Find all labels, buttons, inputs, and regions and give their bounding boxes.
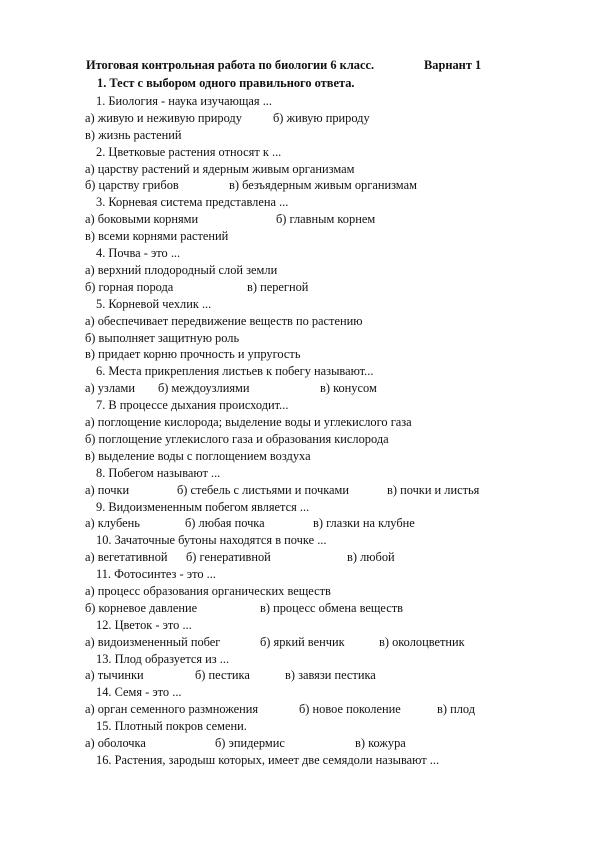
question-3 [85, 194, 585, 245]
question-11 [85, 566, 585, 617]
answer-option: в) придает корню прочность и упругость [85, 347, 301, 362]
answer-row [85, 346, 585, 363]
answer-option: в) конусом [320, 381, 377, 396]
question-12 [85, 617, 585, 651]
title-text: Итоговая контрольная работа по биологии 6 класс. [86, 58, 375, 72]
answer-option: а) вегетативной [85, 550, 168, 565]
answer-option: а) царству растений и ядерным живым организмам [85, 161, 355, 176]
answer-option: б) пестика [195, 668, 250, 683]
answer-option: а) клубень [85, 516, 140, 531]
answer-option: б) корневое давление [85, 600, 198, 615]
answer-option: а) почки [85, 482, 130, 497]
question-6 [85, 363, 585, 397]
answer-option: б) поглощение углекислого газа и образования кислорода [85, 431, 389, 446]
answer-option: а) верхний плодородный слой земли [85, 262, 278, 277]
question-text: 2. Цветковые растения относят к ... [96, 144, 282, 159]
question-2 [85, 144, 585, 195]
answer-row [85, 482, 585, 499]
answer-row [85, 549, 585, 566]
question-text: 6. Места прикрепления листьев к побегу называют... [96, 364, 374, 379]
answer-row [85, 414, 585, 431]
variant-label: Варнант 1 [424, 58, 482, 72]
answer-option: а) узлами [85, 381, 135, 396]
question-9 [85, 499, 585, 533]
answer-row [85, 110, 585, 127]
answer-option: а) процесс образования органических веществ [85, 584, 331, 598]
answer-row [85, 600, 585, 617]
answer-row [85, 177, 585, 194]
answer-row [85, 515, 585, 532]
answer-row [85, 161, 585, 178]
answer-row [85, 262, 585, 279]
section-heading: 1. Тест с выбором одного правильного ответа. [97, 76, 355, 90]
answer-row [85, 380, 585, 397]
question-text: 1. Биология - наука изучающая ... [96, 94, 272, 108]
answer-option: а) видоизмененный побег [85, 634, 221, 649]
answer-option: б) стебель с листьями и почками [177, 482, 350, 497]
answer-option: б) царству грибов [85, 178, 179, 193]
question-text: 5. Корневой чехлик ... [96, 296, 212, 311]
question-14 [85, 684, 585, 718]
question-text: 4. Почва - это ... [96, 246, 181, 261]
answer-option: а) боковыми корнями [85, 212, 199, 227]
answer-option: б) междоузлиями [158, 381, 250, 396]
answer-option: б) горная порода [85, 279, 174, 294]
answer-option: б) любая почка [185, 516, 265, 531]
question-16 [85, 752, 585, 769]
answer-row [85, 701, 585, 718]
question-text: 3. Корневая система представлена ... [96, 195, 289, 210]
question-10 [85, 532, 585, 566]
answer-option: в) кожура [355, 736, 406, 751]
answer-row [85, 431, 585, 448]
answer-row [85, 583, 585, 600]
answer-option: в) процесс обмена веществ [260, 600, 403, 615]
answer-option: в) плод [437, 702, 476, 717]
question-15 [85, 718, 585, 752]
answer-option: а) орган семенного размножения [85, 702, 259, 717]
answer-row [85, 211, 585, 228]
answer-option: б) выполняет защитную роль [85, 330, 240, 345]
answer-row [85, 279, 585, 296]
answer-option: в) завязи пестика [285, 668, 376, 683]
answer-row [85, 667, 585, 684]
question-text: 9. Видоизмененным побегом является ... [96, 499, 310, 514]
answer-option: в) околоцветник [379, 634, 465, 649]
answer-option: б) главным корнем [276, 212, 376, 227]
document-title [86, 57, 516, 73]
question-text: 11. Фотосинтез - это ... [96, 567, 216, 582]
answer-option: в) выделение воды с поглощением воздуха [85, 448, 311, 463]
question-13 [85, 651, 585, 685]
answer-option: в) всеми корнями растений [85, 229, 229, 244]
question-text: 16. Растения, зародыш которых, имеет две семядоли называют ... [96, 752, 440, 767]
question-text: 13. Плод образуется из ... [96, 651, 230, 666]
question-5 [85, 296, 585, 364]
answer-option: в) перегной [247, 279, 309, 294]
question-text: 7. В процессе дыхания происходит... [96, 398, 289, 413]
answer-option: б) эпидермис [215, 736, 285, 751]
answer-option: в) любой [347, 550, 395, 565]
question-text: 15. Плотный покров семени. [96, 719, 247, 734]
answer-option: а) поглощение кислорода; выделение воды и углекислого газа [85, 415, 412, 430]
answer-row [85, 735, 585, 752]
answer-row [85, 448, 585, 465]
answer-option: б) живую природу [273, 110, 370, 125]
answer-row [85, 313, 585, 330]
answer-row [85, 228, 585, 245]
question-1 [85, 93, 585, 144]
answer-option: в) безъядерным живым организмам [229, 178, 417, 193]
answer-option: б) генеративной [186, 550, 271, 565]
answer-option: б) новое поколение [299, 702, 401, 717]
answer-option: б) яркий венчик [260, 634, 345, 649]
question-text: 8. Побегом называют ... [96, 465, 221, 480]
answer-option: а) тычинки [85, 668, 144, 683]
answer-option: в) почки и листья [387, 482, 480, 497]
question-text: 10. Зачаточные бутоны находятся в почке ... [96, 533, 327, 548]
answer-option: а) обеспечивает передвижение веществ по растению [85, 313, 363, 328]
question-4 [85, 245, 585, 296]
answer-option: а) живую и неживую природу [85, 110, 242, 125]
question-list [85, 93, 585, 769]
answer-option: а) оболочка [85, 736, 146, 751]
answer-row [85, 634, 585, 651]
question-text: 12. Цветок - это ... [96, 617, 192, 632]
answer-option: в) жизнь растений [85, 127, 182, 142]
question-7 [85, 397, 585, 465]
question-text: 14. Семя - это ... [96, 685, 182, 700]
question-8 [85, 465, 585, 499]
answer-option: в) глазки на клубне [313, 516, 415, 531]
answer-row [85, 330, 585, 347]
answer-row [85, 127, 585, 144]
